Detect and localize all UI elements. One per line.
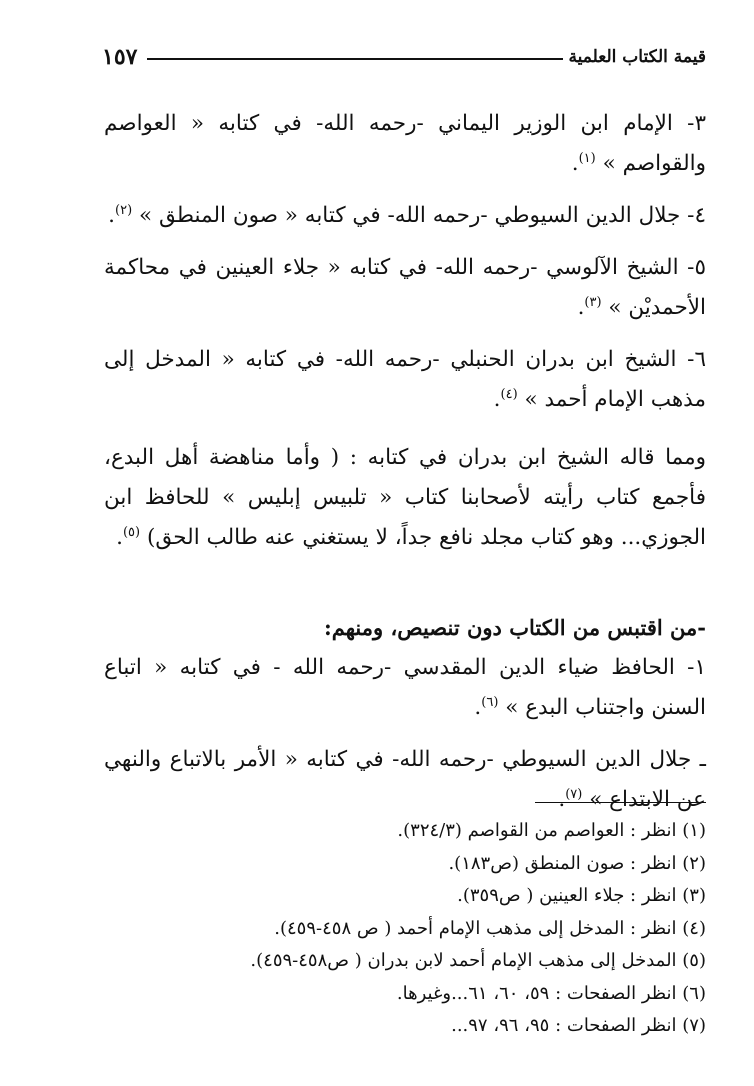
footnote-separator: [535, 802, 706, 803]
page-header: [102, 26, 706, 68]
footnote-ref-2: (٢): [115, 202, 133, 218]
quote-paragraph: ومما قاله الشيخ ابن بدران في كتابه : ( وأما مناهضة أهل البدع، فأجمع كتاب رأيته لأصحابنا كتاب « تلبيس إبليس » للحافظ ابن الجوزي... وهو كتاب مجلد نافع جداً، لا يستغني عنه طالب الحق) $^{(٥)}$.: [104, 445, 706, 550]
footnote-4: (٤) انظر : المدخل إلى مذهب الإمام أحمد ( ص ٤٥٨-٤٥٩).: [274, 917, 706, 939]
footnote-ref-4: (٤): [500, 386, 518, 402]
item-3: ٣- الإمام ابن الوزير اليماني -رحمه الله- في كتابه « العواصم والقواصم » $^{(١)}$.: [104, 111, 706, 176]
page-number: ١٥٧: [102, 44, 138, 70]
main-text: [104, 104, 706, 820]
footnote-2: (٢) انظر : صون المنطق (ص١٨٣).: [448, 852, 706, 874]
item-5: ٥- الشيخ الآلوسي -رحمه الله- في كتابه « جلاء العينين في محاكمة الأحمديْن » $^{(٣)}$.: [104, 255, 707, 320]
footnote-ref-5: (٥): [122, 524, 141, 540]
footnotes: [150, 815, 706, 1043]
footnote-1: (١) انظر : العواصم من القواصم (٣٢٤/٣).: [397, 820, 706, 841]
footnote-ref-3: (٣): [584, 294, 602, 310]
quoter-1: ١- الحافظ ضياء الدين المقدسي -رحمه الله - في كتابه « اتباع السنن واجتناب البدع » $^{(٦)}$.: [104, 655, 706, 720]
footnote-7: (٧) انظر الصفحات : ٩٥، ٩٦، ٩٧...: [451, 1015, 706, 1036]
quoter-2: ـ جلال الدين السيوطي -رحمه الله- في كتابه « الأمر بالاتباع والنهي عن الابتداع » $^{(٧)}$.: [104, 747, 706, 812]
running-title: قيمة الكتاب العلمية: [568, 47, 706, 67]
item-6: ٦- الشيخ ابن بدران الحنبلي -رحمه الله- في كتابه « المدخل إلى مذهب الإمام أحمد » $^{(٤)}$.: [104, 347, 706, 412]
footnote-3: (٣) انظر : جلاء العينين ( ص٣٥٩).: [457, 885, 706, 906]
footnote-ref-6: (٦): [481, 694, 499, 710]
footnote-ref-7: (٧): [565, 786, 583, 802]
footnote-5: (٥) المدخل إلى مذهب الإمام أحمد لابن بدران ( ص٤٥٨-٤٥٩).: [250, 950, 706, 971]
footnote-ref-1: (١): [578, 150, 596, 166]
item-4: ٤- جلال الدين السيوطي -رحمه الله- في كتابه « صون المنطق » $^{(٢)}$.: [108, 202, 706, 228]
header-rule: [147, 58, 562, 60]
footnote-6: (٦) انظر الصفحات : ٥٩، ٦٠، ٦١...وغيرها.: [396, 982, 706, 1004]
section-heading: -من اقتبس من الكتاب دون تنصيص، ومنهم:: [324, 615, 706, 640]
